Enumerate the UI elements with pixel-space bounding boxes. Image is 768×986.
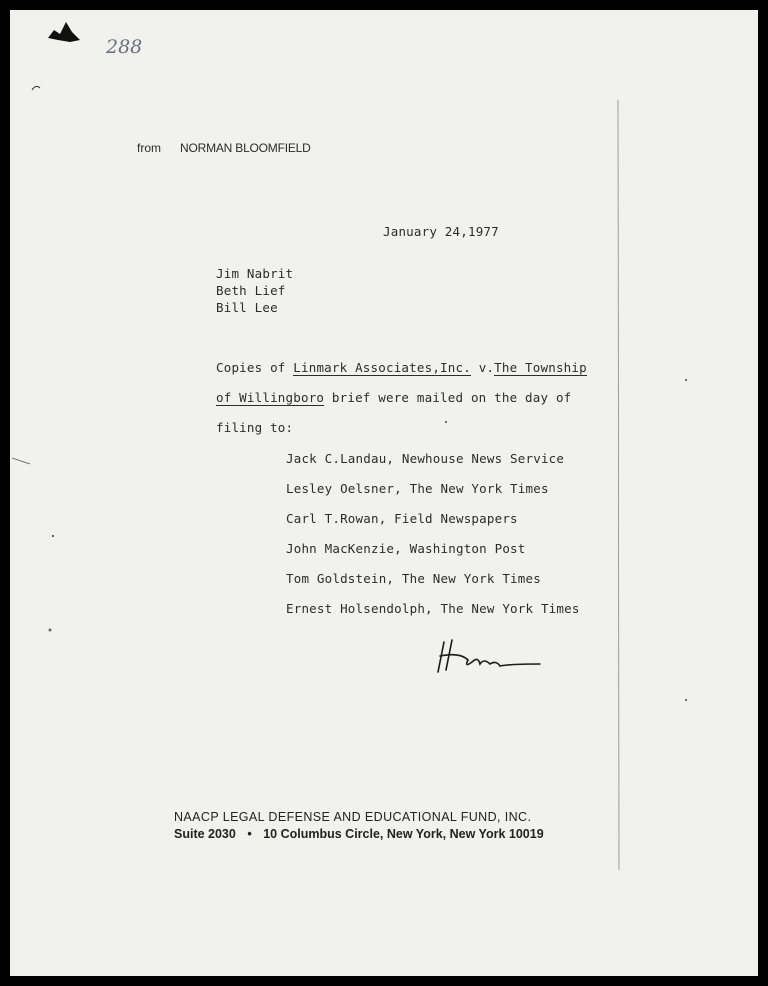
mailing-list-item: Carl T.Rowan, Field Newspapers (286, 511, 518, 526)
ink-blot (48, 22, 80, 42)
footer-address-line (174, 827, 544, 841)
speck (49, 629, 52, 632)
speck (685, 379, 687, 381)
mailing-list-item: Lesley Oelsner, The New York Times (286, 481, 549, 496)
from-name: NORMAN BLOOMFIELD (180, 141, 311, 155)
footer-organization: NAACP LEGAL DEFENSE AND EDUCATIONAL FUND, INC. (174, 810, 532, 824)
versus: v. (470, 360, 495, 375)
footer-address: 10 Columbus Circle, New York, New York 10019 (263, 827, 544, 841)
speck (52, 535, 54, 537)
footer-suite: Suite 2030 (174, 827, 236, 841)
case-name-part3: of Willingboro (216, 390, 325, 405)
footer-bullet: • (247, 827, 252, 841)
body-line-1 (216, 360, 587, 375)
document-page (10, 10, 758, 976)
body-after-case: brief were mailed on the day of (324, 390, 572, 405)
fold-line (618, 100, 619, 870)
recipient: Beth Lief (216, 283, 286, 298)
speck (685, 699, 687, 701)
mark-line (12, 458, 30, 464)
case-name-part1: Linmark Associates,Inc. (293, 360, 471, 375)
handwritten-page-number: 288 (106, 36, 143, 58)
recipient: Jim Nabrit (216, 266, 294, 281)
mark-curl (32, 86, 40, 90)
mailing-list-item: John MacKenzie, Washington Post (286, 541, 526, 556)
body-line-2 (216, 390, 571, 405)
memo-date: January 24,1977 (383, 224, 499, 239)
signature (430, 634, 550, 678)
mailing-list-item: Ernest Holsendolph, The New York Times (286, 601, 580, 616)
mailing-list-item: Tom Goldstein, The New York Times (286, 571, 541, 586)
from-label: from (137, 141, 161, 155)
body-intro: Copies of (216, 360, 294, 375)
mailing-list-item: Jack C.Landau, Newhouse News Service (286, 451, 565, 466)
case-name-part2: The Township (494, 360, 587, 375)
speck (445, 421, 447, 423)
recipient: Bill Lee (216, 300, 278, 315)
body-line-3: filing to: (216, 420, 294, 435)
